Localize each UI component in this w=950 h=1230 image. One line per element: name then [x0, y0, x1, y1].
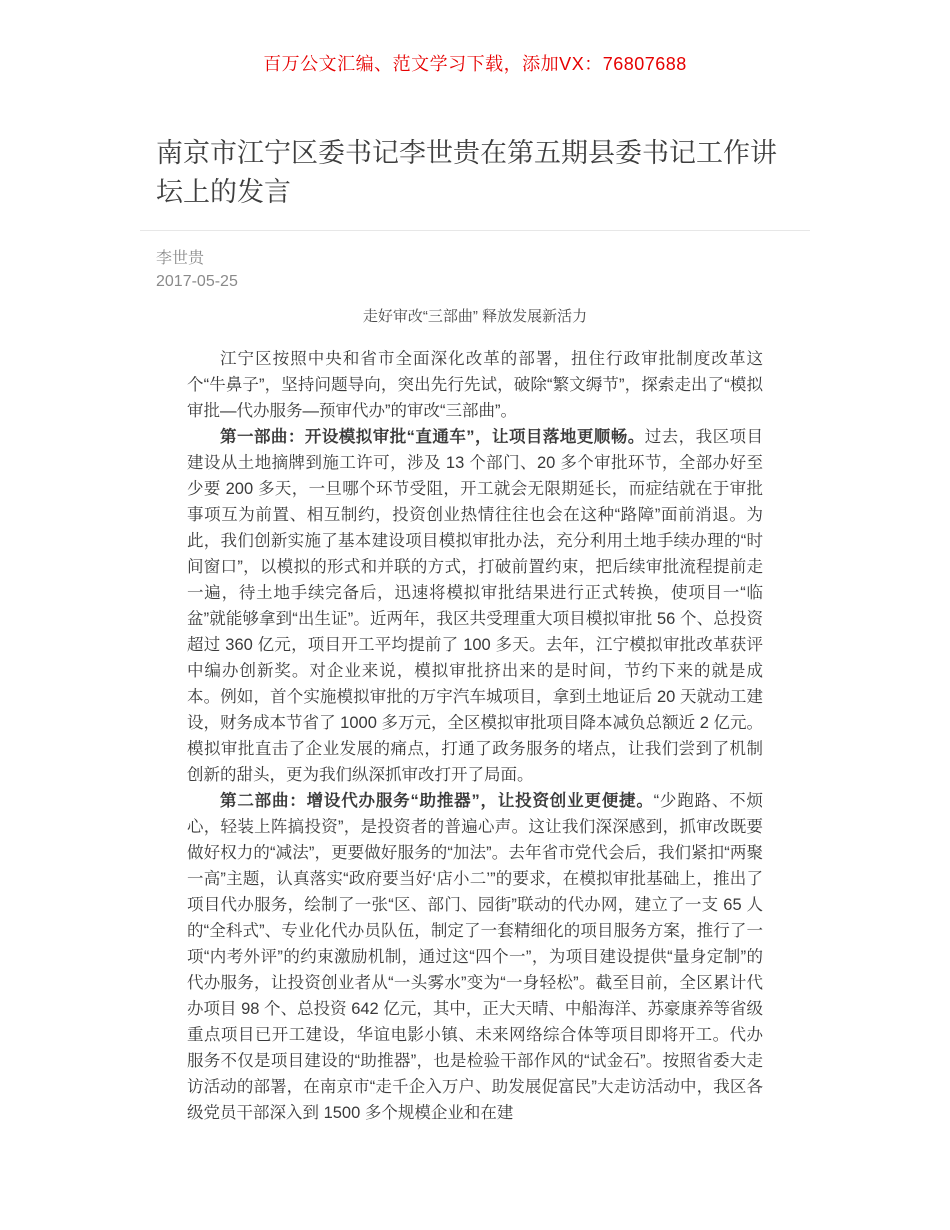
article-paragraph — [187, 424, 763, 788]
paragraph-lead: 第一部曲：开设模拟审批“直通车”，让项目落地更顺畅。 — [220, 428, 645, 447]
promo-notice-banner: 百万公文汇编、范文学习下载，添加VX：76807688 — [263, 54, 687, 74]
paragraph-text: “少跑路、不烦心，轻装上阵搞投资”，是投资者的普遍心声。这让我们深深感到，抓审改既要做好权力的“减法”，更要做好服务的“加法”。去年省市党代会后，我们紧扣“两聚一高”主题，认真落实“政府要当好‘店小二’”的要求，在模拟审批基础上，推出了项目代办服务，绘制了一张“区、部门、园街”联动的代办网，建立了一支 65 人的“全科式”、专业化代办员队伍，制定了一套精细化的项目服务方案，推行了一项“内考外评”的约束激励机制，通过这“四个一”，为项目建设提供“量身定制”的代办服务，让投资创业者从“一头雾水”变为“一身轻松”。截至目前，全区累计代办项目 98 个、总投资 642 亿元，其中，正大天晴、中船海洋、苏豪康养等省级重点项目已开工建设，华谊电影小镇、未来网络综合体等项目即将开工。代办服务不仅是项目建设的“助推器”，也是检验干部作风的“试金石”。按照省委大走访活动的部署，在南京市“走千企入万户、助发展促富民”大走访活动中，我区各级党员干部深入到 1500 多个规模企业和在建 — [187, 792, 763, 1123]
article-body — [140, 326, 810, 1186]
article-subtitle: 走好审改“三部曲” 释放发展新活力 — [362, 308, 588, 326]
paragraph-text: 过去，我区项目建设从土地摘牌到施工许可，涉及 13 个部门、20 多个审批环节，全部办好至少要 200 多天，一旦哪个环节受阻，开工就会无限期延长，而症结就在于审批事项互为前置、相互制约，投资创业热情往往也会在这种“路障”面前消退。为此，我们创新实施了基本建设项目模拟审批办法，充分利用土地手续办理的“时间窗口”，以模拟的形式和并联的方式，打破前置约束，把后续审批流程提前走一遍，待土地手续完备后，迅速将模拟审批结果进行正式转换，使项目一“临盆”就能够拿到“出生证”。近两年，我区共受理重大项目模拟审批 56 个、总投资超过 360 亿元，项目开工平均提前了 100 多天。去年，江宁模拟审批改革获评中编办创新奖。对企业来说，模拟审批挤出来的是时间，节约下来的就是成本。例如，首个实施模拟审批的万宇汽车城项目，拿到土地证后 20 天就动工建设，财务成本节省了 1000 多万元，全区模拟审批项目降本减负总额近 2 亿元。模拟审批直击了企业发展的痛点，打通了政务服务的堵点，让我们尝到了机制创新的甜头，更为我们纵深抓审改打开了局面。 — [187, 428, 763, 785]
author-name: 李世贵 — [156, 250, 205, 268]
paragraph-text: 江宁区按照中央和省市全面深化改革的部署，扭住行政审批制度改革这个“牛鼻子”，坚持问题导向，突出先行先试，破除“繁文缛节”，探索走出了“模拟审批—代办服务—预审代办”的审改“三部曲”。 — [187, 350, 763, 421]
article-title: 南京市江宁区委书记李世贵在第五期县委书记工作讲坛上的发言 — [156, 138, 777, 207]
article-paragraph — [187, 346, 763, 424]
paragraph-lead: 第二部曲：增设代办服务“助推器”，让投资创业更便捷。 — [220, 792, 654, 811]
article-meta — [140, 231, 810, 293]
article-container — [140, 134, 810, 1186]
article-paragraph — [187, 788, 763, 1126]
publish-date: 2017-05-25 — [156, 273, 238, 291]
